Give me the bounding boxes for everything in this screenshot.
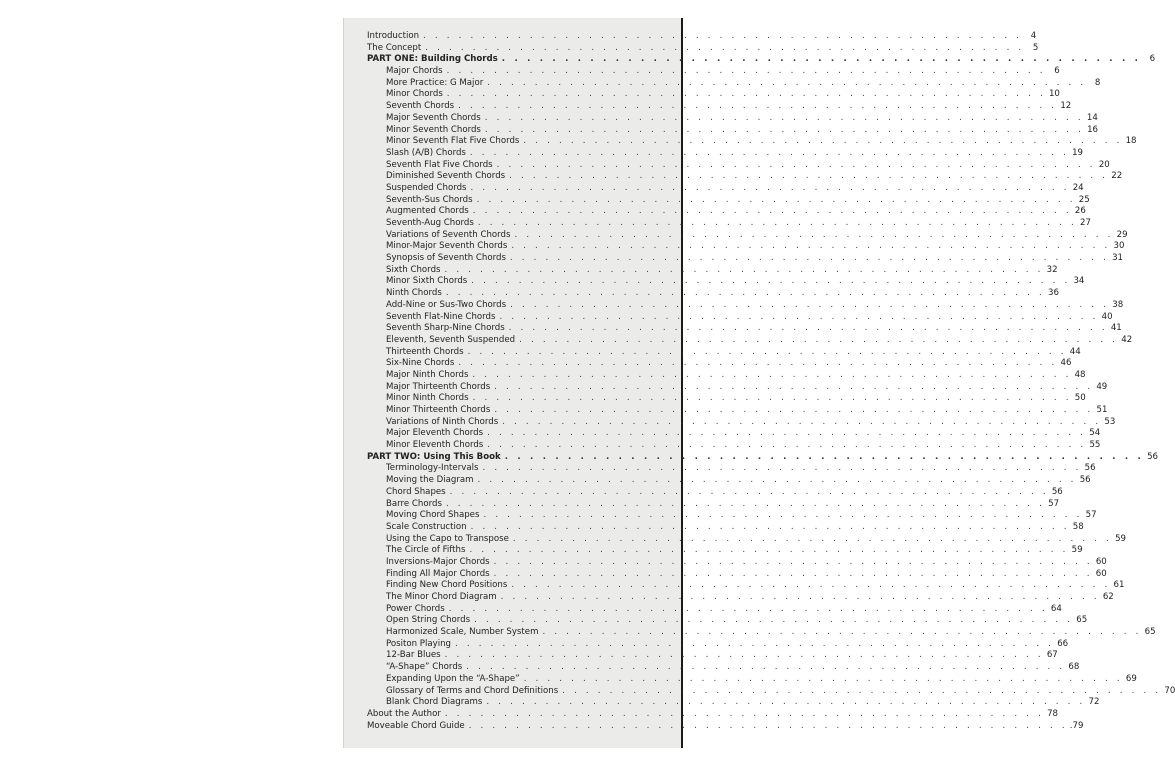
toc-entry-title: Thirteenth Chords — [386, 346, 464, 357]
toc-entry — [367, 276, 1085, 288]
toc-entry-page-number: 14 — [1086, 112, 1098, 123]
toc-entry — [367, 31, 1037, 43]
dot-leader: . . . . . . . . . . . . . . . . . . . . . . . . . . . . . . . . . . . . . . . . . . . . . . . . . . . — [470, 521, 1070, 532]
dot-leader: . . . . . . . . . . . . . . . . . . . . . . . . . . . . . . . . . . . . . . . . . . . . . . . . . . . — [542, 627, 1142, 638]
dot-leader: . . . . . . . . . . . . . . . . . . . . . . . . . . . . . . . . . . . . . . . . . . . . . . . . . . . — [494, 381, 1094, 392]
toc-entry-page-number: 16 — [1087, 124, 1099, 135]
toc-entry — [367, 521, 1084, 534]
dot-leader: . . . . . . . . . . . . . . . . . . . . . . . . . . . . . . . . . . . . . . . . . . . . . . . . . . . — [562, 685, 1162, 696]
toc-entry-title: Scale Construction — [386, 521, 467, 532]
dot-leader: . . . . . . . . . . . . . . . . . . . . . . . . . . . . . . . . . . . . . . . . . . . . . . . . . . . — [467, 346, 1067, 357]
dot-leader: . . . . . . . . . . . . . . . . . . . . . . . . . . . . . . . . . . . . . . . . . . . . . . . . . . . — [494, 405, 1094, 415]
toc-entry-page-number: 72 — [1088, 697, 1100, 708]
toc-entry — [367, 416, 1116, 429]
dot-leader: . . . . . . . . . . . . . . . . . . . . . . . . . . . . . . . . . . . . . . . . . . . . . . . . . . . — [493, 568, 1093, 579]
dot-leader: . . . . . . . . . . . . . . . . . . . . . . . . . . . . . . . . . . . . . . . . . . . . . . . . . . . — [511, 580, 1111, 591]
dot-leader: . . . . . . . . . . . . . . . . . . . . . . . . . . . . . . . . . . . . . . . . . . . . . . . . . . . — [466, 662, 1066, 673]
toc-entry-title: Moving the Diagram — [386, 475, 474, 486]
toc-entry-title: The Minor Chord Diagram — [386, 592, 497, 602]
toc-entry — [367, 592, 1114, 604]
toc-entry-page-number: 56 — [1147, 451, 1159, 462]
toc-entry — [367, 475, 1091, 487]
toc-entry — [367, 650, 1058, 662]
toc-entry-title: Seventh-Sus Chords — [386, 194, 473, 205]
toc-entry-title: Variations of Ninth Chords — [386, 416, 499, 427]
toc-entry-page-number: .79 — [1069, 720, 1084, 731]
toc-entry — [367, 393, 1086, 405]
toc-entry — [367, 405, 1108, 417]
dot-leader: . . . . . . . . . . . . . . . . . . . . . . . . . . . . . . . . . . . . . . . . . . . . . . . . . . . — [496, 159, 1096, 170]
toc-entry-title: Sixth Chords — [386, 264, 441, 275]
toc-entry-page-number: 30 — [1113, 241, 1125, 252]
toc-entry — [367, 708, 1059, 721]
toc-entry-title: Ninth Chords — [386, 288, 442, 299]
toc-entry-title: Major Eleventh Chords — [386, 428, 484, 439]
toc-entry — [367, 533, 1126, 546]
toc-entry-page-number: 41 — [1110, 323, 1122, 334]
toc-entry-title: Major Ninth Chords — [386, 369, 469, 380]
toc-entry-title: “A-Shape” Chords — [386, 662, 463, 673]
dot-leader: . . . . . . . . . . . . . . . . . . . . . . . . . . . . . . . . . . . . . . . . . . . . . . . . . . . — [469, 545, 1069, 556]
toc-entry — [367, 264, 1058, 277]
toc-entry-title: Minor Sixth Chords — [386, 276, 468, 287]
dot-leader: . . . . . . . . . . . . . . . . . . . . . . . . . . . . . . . . . . . . . . . . . . . . . . . . . . . — [472, 393, 1072, 404]
toc-entry-title: Suspended Chords — [386, 182, 467, 193]
toc-entry-page-number: 58 — [1072, 521, 1084, 532]
toc-entry-page-number: 64 — [1050, 603, 1062, 614]
toc-entry-page-number: 10 — [1048, 89, 1060, 100]
dot-leader: . . . . . . . . . . . . . . . . . . . . . . . . . . . . . . . . . . . . . . . . . . . . . . . . . . . — [504, 451, 1145, 462]
dot-leader: . . . . . . . . . . . . . . . . . . . . . . . . . . . . . . . . . . . . . . . . . . . . . . . . . . . — [523, 136, 1123, 147]
toc-entry — [367, 159, 1110, 172]
toc-entry-title: Variations of Seventh Chords — [386, 229, 511, 240]
toc-entry-title: Minor Seventh Flat Five Chords — [386, 136, 520, 147]
toc-entry — [367, 486, 1063, 499]
toc-entry — [367, 720, 1084, 733]
toc-entry — [367, 358, 1072, 370]
toc-entry-page-number: 56 — [1084, 463, 1096, 474]
toc-entry-title: Moveable Chord Guide — [367, 720, 465, 731]
toc-entry-title: Augmented Chords — [386, 206, 469, 217]
toc-entry-title: Finding New Chord Positions — [386, 580, 508, 591]
toc-entry-title: Seventh Flat Five Chords — [386, 159, 493, 170]
toc-entry-page-number: 56 — [1079, 475, 1091, 486]
toc-entry — [367, 89, 1060, 101]
toc-entry-title: Introduction — [367, 31, 420, 41]
toc-entry-page-number: 78 — [1047, 708, 1059, 719]
toc-entry — [367, 381, 1108, 394]
toc-entry — [367, 463, 1096, 475]
toc-entry — [367, 580, 1125, 592]
toc-entry — [367, 253, 1124, 265]
toc-entry-title: Major Chords — [386, 66, 443, 77]
toc-entry — [367, 346, 1081, 359]
dot-leader: . . . . . . . . . . . . . . . . . . . . . . . . . . . . . . . . . . . . . . . . . . . . . . . . . . . — [444, 264, 1044, 275]
dot-leader: . . . . . . . . . . . . . . . . . . . . . . . . . . . . . . . . . . . . . . . . . . . . . . . . . . . — [449, 486, 1049, 497]
toc-entry-title: Glossary of Terms and Chord Definitions — [386, 685, 559, 696]
toc-entry-title: Positon Playing — [386, 638, 452, 649]
toc-entry — [367, 685, 1175, 698]
toc-entry-title: Major Thirteenth Chords — [386, 381, 491, 392]
toc-entry-page-number: 53 — [1104, 416, 1116, 427]
toc-entry — [367, 323, 1122, 335]
dot-leader: . . . . . . . . . . . . . . . . . . . . . . . . . . . . . . . . . . . . . . . . . . . . . . . . . . . — [472, 206, 1072, 217]
toc-entry-page-number: 57 — [1085, 510, 1097, 521]
toc-entry-page-number: 65 — [1076, 615, 1088, 626]
toc-entry-page-number: 12 — [1060, 101, 1072, 112]
dot-leader: . . . . . . . . . . . . . . . . . . . . . . . . . . . . . . . . . . . . . . . . . . . . . . . . . . . — [514, 229, 1114, 240]
toc-entry-page-number: 36 — [1048, 288, 1059, 299]
dot-leader: . . . . . . . . . . . . . . . . . . . . . . . . . . . . . . . . . . . . . . . . . . . . . . . . . . . — [455, 638, 1055, 649]
toc-entry-page-number: 59 — [1115, 533, 1126, 544]
toc-entry-title: More Practice: G Major — [386, 77, 484, 88]
toc-entry — [367, 124, 1099, 137]
dot-leader: . . . . . . . . . . . . . . . . . . . . . . . . . . . . . . . . . . . . . . . . . . . . . . . . . . . — [487, 77, 1087, 88]
toc-entry — [367, 510, 1097, 522]
toc-entry-page-number: 19 — [1072, 147, 1084, 158]
toc-entry-page-number: 49 — [1096, 381, 1108, 392]
toc-entry-title: Seventh Chords — [386, 101, 455, 112]
toc-entry — [367, 334, 1133, 347]
dot-leader: . . . . . . . . . . . . . . . . . . . . . . . . . . . . . . . . . . . . . . . . . . . . . . . . . . . — [502, 416, 1102, 427]
dot-leader: . . . . . . . . . . . . . . . . . . . . . . . . . . . . . . . . . . . . . . . . . . . . . . . . . . . — [484, 112, 1084, 123]
dot-leader: . . . . . . . . . . . . . . . . . . . . . . . . . . . . . . . . . . . . . . . . . . . . . . . . . . . — [472, 369, 1072, 380]
dot-leader: . . . . . . . . . . . . . . . . . . . . . . . . . . . . . . . . . . . . . . . . . . . . . . . . . . . — [482, 463, 1082, 474]
dot-leader: . . . . . . . . . . . . . . . . . . . . . . . . . . . . . . . . . . . . . . . . . . . . . . . . . . . — [512, 533, 1112, 544]
toc-entry-title: Using the Capo to Transpose — [386, 533, 509, 544]
dot-leader: . . . . . . . . . . . . . . . . . . . . . . . . . . . . . . . . . . . . . . . . . . . . . . . . . . . — [519, 334, 1119, 345]
toc-entry-title: Minor Thirteenth Chords — [386, 405, 491, 415]
dot-leader: . . . . . . . . . . . . . . . . . . . . . . . . . . . . . . . . . . . . . . . . . . . . . . . . . . . — [458, 358, 1058, 369]
toc-entry — [367, 627, 1156, 639]
toc-entry — [367, 194, 1090, 207]
toc-entry-title: Add-Nine or Sus-Two Chords — [386, 299, 507, 310]
toc-entry-page-number: 60 — [1095, 568, 1107, 579]
toc-entry — [367, 603, 1062, 616]
toc-entry — [367, 556, 1107, 569]
dot-leader: . . . . . . . . . . . . . . . . . . . . . . . . . . . . . . . . . . . . . . . . . . . . . . . . . . . — [423, 31, 1023, 41]
toc-entry-title: PART ONE: Building Chords — [367, 54, 498, 65]
dot-leader: . . . . . . . . . . . . . . . . . . . . . . . . . . . . . . . . . . . . . . . . . . . . . . . . . . . — [511, 241, 1111, 252]
toc-entry-page-number: 61 — [1113, 580, 1125, 591]
dot-leader: . . . . . . . . . . . . . . . . . . . . . . . . . . . . . . . . . . . . . . . . . . . . . . . . . . . — [448, 603, 1048, 614]
toc-entry-title: Minor Ninth Chords — [386, 393, 469, 404]
dot-leader: . . . . . . . . . . . . . . . . . . . . . . . . . . . . . . . . . . . . . . . . . . . . . . . . . . . — [425, 42, 1025, 53]
toc-entry — [367, 568, 1107, 581]
dot-leader: . . . . . . . . . . . . . . . . . . . . . . . . . . . . . . . . . . . . . . . . . . . . . . . . . . . — [500, 592, 1100, 602]
toc-entry — [367, 241, 1125, 253]
toc-entry — [367, 369, 1086, 382]
toc-entry-page-number: 20 — [1098, 159, 1110, 170]
toc-entry-title: Harmonized Scale, Number System — [386, 627, 539, 638]
toc-entry-page-number: 70 — [1164, 685, 1175, 696]
toc-entry — [367, 66, 1060, 78]
toc-entry — [367, 206, 1086, 218]
toc-entry-page-number: 65 — [1144, 627, 1156, 638]
toc-entry-page-number: 8 — [1094, 77, 1101, 88]
toc-entry — [367, 101, 1072, 113]
toc-entry-title: Eleventh, Seventh Suspended — [386, 334, 516, 345]
toc-entry-title: Minor-Major Seventh Chords — [386, 241, 508, 252]
dot-leader: . . . . . . . . . . . . . . . . . . . . . . . . . . . . . . . . . . . . . . . . . . . . . . . . . . . — [445, 288, 1045, 299]
table-of-contents — [367, 31, 1175, 732]
dot-leader: . . . . . . . . . . . . . . . . . . . . . . . . . . . . . . . . . . . . . . . . . . . . . . . . . . . — [458, 101, 1058, 112]
toc-entry-title: About the Author — [367, 708, 441, 719]
dot-leader: . . . . . . . . . . . . . . . . . . . . . . . . . . . . . . . . . . . . . . . . . . . . . . . . . . . — [444, 708, 1045, 719]
toc-entry-title: Major Seventh Chords — [386, 112, 481, 123]
dot-leader: . . . . . . . . . . . . . . . . . . . . . . . . . . . . . . . . . . . . . . . . . . . . . . . . . . . — [487, 428, 1087, 439]
dot-leader: . . . . . . . . . . . . . . . . . . . . . . . . . . . . . . . . . . . . . . . . . . . . . . . . . . . — [509, 253, 1110, 264]
dot-leader: . . . . . . . . . . . . . . . . . . . . . . . . . . . . . . . . . . . . . . . . . . . . . . . . . . . — [474, 615, 1074, 626]
toc-entry-title: Seventh-Aug Chords — [386, 218, 474, 228]
toc-entry-page-number: 42 — [1121, 334, 1133, 345]
dot-leader: . . . . . . . . . . . . . . . . . . . . . . . . . . . . . . . . . . . . . . . . . . . . . . . . . . . — [510, 299, 1110, 310]
toc-entry — [367, 136, 1137, 148]
toc-entry-page-number: 55 — [1089, 440, 1101, 451]
toc-entry-page-number: 48 — [1074, 369, 1086, 380]
toc-entry-title: Inversions-Major Chords — [386, 556, 490, 567]
dot-leader: . . . . . . . . . . . . . . . . . . . . . . . . . . . . . . . . . . . . . . . . . . . . . . . . . . . — [468, 720, 1068, 731]
toc-part-heading — [367, 451, 1159, 464]
dot-leader: . . . . . . . . . . . . . . . . . . . . . . . . . . . . . . . . . . . . . . . . . . . . . . . . . . . — [499, 311, 1099, 322]
toc-entry-page-number: 40 — [1101, 311, 1113, 322]
toc-entry — [367, 218, 1091, 230]
toc-entry-title: Minor Seventh Chords — [386, 124, 481, 135]
dot-leader: . . . . . . . . . . . . . . . . . . . . . . . . . . . . . . . . . . . . . . . . . . . . . . . . . . . — [470, 182, 1070, 193]
toc-entry-page-number: 56 — [1051, 486, 1063, 497]
toc-page — [343, 18, 1175, 748]
toc-entry-page-number: 25 — [1078, 194, 1090, 205]
toc-entry-page-number: 46 — [1060, 358, 1072, 369]
toc-entry-page-number: 50 — [1074, 393, 1086, 404]
toc-entry-page-number: 6 — [1149, 54, 1156, 65]
toc-entry — [367, 147, 1084, 160]
toc-entry-page-number: 24 — [1072, 182, 1084, 193]
toc-entry-page-number: 4 — [1030, 31, 1037, 41]
toc-entry-page-number: 51 — [1096, 405, 1108, 415]
dot-leader: . . . . . . . . . . . . . . . . . . . . . . . . . . . . . . . . . . . . . . . . . . . . . . . . . . . — [446, 66, 1046, 77]
toc-entry — [367, 697, 1100, 709]
toc-entry-title: Seventh Flat-Nine Chords — [386, 311, 496, 322]
toc-entry — [367, 182, 1084, 195]
dot-leader: . . . . . . . . . . . . . . . . . . . . . . . . . . . . . . . . . . . . . . . . . . . . . . . . . . . — [487, 440, 1087, 451]
toc-entry-title: Minor Eleventh Chords — [386, 440, 484, 451]
toc-entry-title: Terminology-Intervals — [386, 463, 479, 474]
toc-entry-title: Barre Chords — [386, 498, 442, 509]
toc-entry-title: Chord Shapes — [386, 486, 446, 497]
toc-entry — [367, 311, 1113, 324]
dot-leader: . . . . . . . . . . . . . . . . . . . . . . . . . . . . . . . . . . . . . . . . . . . . . . . . . . . — [484, 124, 1085, 135]
toc-entry-title: Expanding Upon the “A-Shape” — [386, 673, 520, 684]
toc-entry-page-number: 44 — [1069, 346, 1081, 357]
toc-entry-page-number: 66 — [1057, 638, 1069, 649]
dot-leader: . . . . . . . . . . . . . . . . . . . . . . . . . . . . . . . . . . . . . . . . . . . . . . . . . . . — [483, 510, 1083, 521]
toc-entry-page-number: 69 — [1125, 673, 1137, 684]
toc-entry-title: Slash (A/B) Chords — [386, 147, 466, 158]
toc-entry — [367, 42, 1039, 55]
toc-entry-page-number: 6 — [1054, 66, 1060, 77]
dot-leader: . . . . . . . . . . . . . . . . . . . . . . . . . . . . . . . . . . . . . . . . . . . . . . . . . . . — [493, 556, 1093, 567]
toc-entry — [367, 638, 1069, 651]
toc-entry — [367, 498, 1060, 511]
toc-entry-title: Blank Chord Diagrams — [386, 697, 483, 708]
toc-entry-page-number: 62 — [1102, 592, 1114, 602]
toc-entry-title: The Circle of Fifths — [386, 545, 466, 556]
toc-entry-page-number: 29 — [1116, 229, 1128, 240]
toc-entry — [367, 171, 1123, 183]
toc-entry-page-number: 67 — [1046, 650, 1058, 661]
toc-entry — [367, 428, 1101, 440]
toc-entry-title: Finding All Major Chords — [386, 568, 490, 579]
toc-entry-page-number: 32 — [1046, 264, 1058, 275]
toc-entry-page-number: 22 — [1111, 171, 1123, 182]
toc-entry-title: Power Chords — [386, 603, 445, 614]
dot-leader: . . . . . . . . . . . . . . . . . . . . . . . . . . . . . . . . . . . . . . . . . . . . . . . . . . . — [509, 171, 1109, 182]
dot-leader: . . . . . . . . . . . . . . . . . . . . . . . . . . . . . . . . . . . . . . . . . . . . . . . . . . . — [471, 276, 1071, 287]
toc-entry-title: Seventh Sharp-Nine Chords — [386, 323, 505, 334]
toc-entry-page-number: 18 — [1125, 136, 1137, 147]
toc-entry-page-number: 68 — [1068, 662, 1080, 673]
toc-entry-title: Synopsis of Seventh Chords — [386, 253, 506, 264]
dot-leader: . . . . . . . . . . . . . . . . . . . . . . . . . . . . . . . . . . . . . . . . . . . . . . . . . . . — [445, 498, 1046, 509]
toc-entry — [367, 299, 1124, 312]
toc-entry — [367, 229, 1128, 242]
dot-leader: . . . . . . . . . . . . . . . . . . . . . . . . . . . . . . . . . . . . . . . . . . . . . . . . . . . — [476, 194, 1076, 205]
toc-entry-title: PART TWO: Using This Book — [367, 451, 501, 462]
toc-entry — [367, 112, 1098, 125]
toc-entry-page-number: 5 — [1032, 42, 1039, 53]
toc-entry — [367, 440, 1101, 452]
dot-leader: . . . . . . . . . . . . . . . . . . . . . . . . . . . . . . . . . . . . . . . . . . . . . . . . . . . — [486, 697, 1086, 708]
toc-entry-page-number: 54 — [1089, 428, 1101, 439]
toc-entry — [367, 545, 1083, 557]
toc-entry-title: Diminished Seventh Chords — [386, 171, 506, 182]
toc-part-heading — [367, 54, 1156, 66]
toc-entry-page-number: 59 — [1071, 545, 1083, 556]
toc-entry-title: Six-Nine Chords — [386, 358, 455, 369]
dot-leader: . . . . . . . . . . . . . . . . . . . . . . . . . . . . . . . . . . . . . . . . . . . . . . . . . . . — [523, 673, 1123, 684]
toc-entry-page-number: 26 — [1074, 206, 1086, 217]
toc-entry-title: Open String Chords — [386, 615, 471, 626]
toc-entry-title: 12-Bar Blues — [386, 650, 441, 661]
dot-leader: . . . . . . . . . . . . . . . . . . . . . . . . . . . . . . . . . . . . . . . . . . . . . . . . . . . — [446, 89, 1046, 100]
toc-entry-page-number: 27 — [1080, 218, 1091, 228]
toc-entry-title: Moving Chord Shapes — [386, 510, 480, 521]
dot-leader: . . . . . . . . . . . . . . . . . . . . . . . . . . . . . . . . . . . . . . . . . . . . . . . . . . . — [444, 650, 1044, 661]
toc-entry-page-number: 38 — [1112, 299, 1124, 310]
dot-leader: . . . . . . . . . . . . . . . . . . . . . . . . . . . . . . . . . . . . . . . . . . . . . . . . . . . — [469, 147, 1070, 158]
toc-entry-title: The Concept — [367, 42, 422, 53]
toc-entry-page-number: 60 — [1095, 556, 1107, 567]
toc-entry — [367, 673, 1137, 686]
toc-entry — [367, 615, 1088, 627]
dot-leader: . . . . . . . . . . . . . . . . . . . . . . . . . . . . . . . . . . . . . . . . . . . . . . . . . . . — [508, 323, 1108, 334]
toc-entry-page-number: 31 — [1112, 253, 1124, 264]
dot-leader: . . . . . . . . . . . . . . . . . . . . . . . . . . . . . . . . . . . . . . . . . . . . . . . . . . . — [477, 218, 1077, 228]
toc-entry — [367, 288, 1059, 300]
toc-entry-page-number: 34 — [1073, 276, 1085, 287]
dot-leader: . . . . . . . . . . . . . . . . . . . . . . . . . . . . . . . . . . . . . . . . . . . . . . . . . . . — [501, 54, 1142, 65]
toc-entry — [367, 77, 1101, 90]
dot-leader: . . . . . . . . . . . . . . . . . . . . . . . . . . . . . . . . . . . . . . . . . . . . . . . . . . . — [477, 475, 1077, 486]
toc-entry-page-number: 57 — [1048, 498, 1060, 509]
toc-entry — [367, 662, 1080, 674]
toc-entry-title: Minor Chords — [386, 89, 443, 100]
